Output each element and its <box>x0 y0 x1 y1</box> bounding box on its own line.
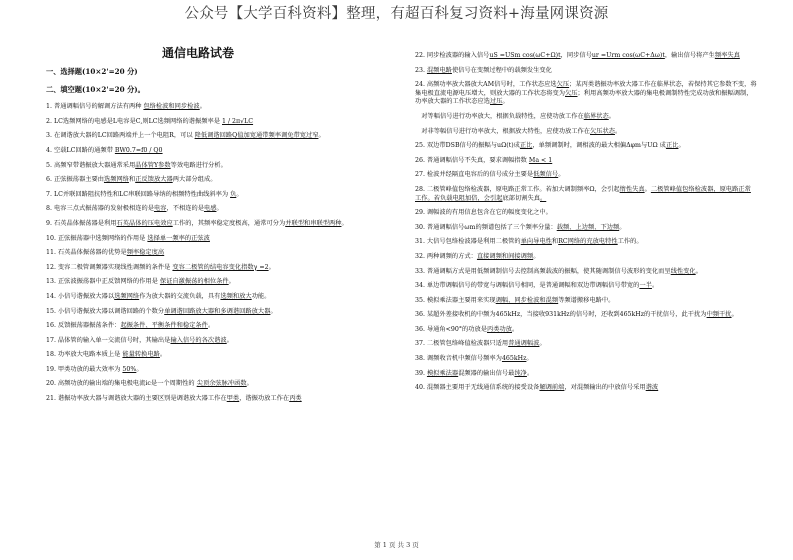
right-question-list <box>415 52 757 393</box>
question-text: 31. 大信号包络检波器是利用二极管的 <box>415 238 521 246</box>
question-text: 。 <box>651 282 659 290</box>
question-item <box>46 337 384 346</box>
question-item <box>415 209 757 218</box>
answer-text: 丙类功放 <box>487 325 512 333</box>
answer-text: 选择单一频率的正弦波 <box>147 234 210 242</box>
answer-text: 选频网络 <box>103 176 129 184</box>
question-text: 。 <box>678 142 685 150</box>
question-text: 4. 空载LC回路的通频带 <box>46 146 115 154</box>
question-text: 13. 正弦波振荡器中正反馈网络的作用是 <box>46 278 160 286</box>
question-item <box>415 113 757 122</box>
answer-text: 线性变化 <box>670 267 696 275</box>
question-item <box>46 235 384 244</box>
question-text: 对等幅信号进行功率放大，根据负载特性，应使功放工作在 <box>415 112 584 120</box>
answer-text: 起振条件、平衡条件和稳定条件 <box>120 322 208 330</box>
answer-text: 正比 <box>665 142 679 150</box>
question-text: 28. 二极管峰值包络检波器，原电路正常工作。若加大调制频率Ω，会引起 <box>415 185 620 193</box>
answer-text: 选频和放大 <box>220 292 252 300</box>
answer-text: 欠压状态 <box>590 127 615 135</box>
question-item <box>415 311 757 320</box>
question-text: 19. 甲类功放的最大效率为 <box>46 365 123 373</box>
answer-text: 混频电路 <box>426 66 452 74</box>
question-text: 。 <box>644 185 651 193</box>
question-item <box>46 162 384 171</box>
question-text: ；某丙类谐振功率放大器工作在临界状态，若保持其它参数不变，将集电极直流电源电压增大，则放大器的工作状态将变为 <box>415 81 757 97</box>
question-text: 12. 变容二极管调频器实现线性调频的条件是 <box>46 263 173 271</box>
question-text: 30. 普通调幅信号ωm的频谱包括了三个频率分量： <box>415 223 557 231</box>
answer-text: 丙类 <box>289 395 302 403</box>
question-item <box>46 118 384 127</box>
section-heading-choice: 一、选择题(10×2'=20 分) <box>46 67 138 76</box>
answer-text: uS =USm cos(ωC+Ω)t <box>489 52 561 59</box>
answer-text: 能量转换电路 <box>122 351 160 359</box>
question-text: 。 <box>341 219 348 227</box>
question-text: ，不相连的是 <box>166 205 204 213</box>
question-text: 15. 小信号谐振放大器以调谐回路的个数分 <box>46 307 165 315</box>
question-item <box>46 103 384 112</box>
question-text: 。 <box>199 103 206 111</box>
question-text: 。 <box>539 340 546 348</box>
question-text: 。 <box>619 223 626 231</box>
question-item <box>46 380 384 389</box>
answer-text: 输入信号的各次谐波 <box>170 336 227 344</box>
answer-text: 欠压 <box>556 81 570 89</box>
question-item <box>46 366 384 375</box>
answer-text: 载频、上边频、下边频 <box>556 223 620 231</box>
question-text: 对非等幅信号进行功率放大，根据放大特性，应使功放工作在 <box>415 127 590 135</box>
question-item <box>415 224 757 233</box>
question-text: ，输出信号将产生 <box>664 52 715 59</box>
answer-text: 一半 <box>639 282 652 290</box>
question-item <box>46 147 384 156</box>
question-item <box>46 191 384 200</box>
section-heading-fill: 二、填空题(10×2'=20 分)。 <box>46 84 145 94</box>
question-text: ，谐振功放工作在 <box>239 395 290 403</box>
answer-text: 二极管峰值包络检波器，原电路正常工作。若负载电阻加倍，会引起 <box>415 185 751 202</box>
question-text: 39. <box>415 369 427 377</box>
answer-text: 尖顶余弦脉冲函数 <box>196 380 247 388</box>
question-item <box>415 238 757 247</box>
question-text: 26. 普通调幅信号不失真，要求调幅指数 <box>415 156 529 164</box>
answer-text: 模拟乘法器 <box>426 369 459 377</box>
question-text: ，单频调制时，调相波的最大相偏Δφm与UΩ 成 <box>532 142 666 150</box>
answer-text: 频率稳定度高 <box>126 249 165 257</box>
answer-text: 解调前端 <box>539 384 565 392</box>
question-text: 和 <box>128 176 136 184</box>
question-item <box>415 253 757 262</box>
question-text: 。 <box>246 380 253 388</box>
question-text: 和 <box>551 238 559 246</box>
answer-text: 单向导电性 <box>520 238 552 246</box>
answer-text: 1 / 2π√LC <box>222 117 254 125</box>
question-item <box>415 355 757 364</box>
answer-text: 普通调幅波 <box>508 340 540 348</box>
question-text: 。 <box>228 278 235 286</box>
question-text: ，同步信号 <box>560 52 592 59</box>
left-column <box>46 66 384 410</box>
answer-text: 中频干扰 <box>706 311 732 319</box>
question-text: 。 <box>216 205 223 213</box>
question-text: 2. LC选频网络的电感是L电容是C,则LC选频网络的谐振频率是 <box>46 117 222 125</box>
question-text: ；利用高频功率放大器的集电极调制特性完成功放和振幅调制，功率放大器的工作状态应选 <box>415 89 753 106</box>
question-text: 36. 导通角<90°的功放是 <box>415 325 487 333</box>
question-item <box>415 157 757 166</box>
question-item <box>415 128 757 137</box>
question-text: 。 <box>270 307 277 315</box>
question-item <box>415 268 757 277</box>
answer-text: 直接调频和间接调频 <box>476 252 534 260</box>
question-text: 16. 反馈振荡器振荡条件： <box>46 322 121 330</box>
question-text: 22. 同步检波器的输入信号 <box>415 52 490 59</box>
question-item <box>46 176 384 185</box>
question-text: 37. 二极管包络峰值检波器只适用 <box>415 340 509 348</box>
question-text: 9. 石英晶体振荡器是利用 <box>46 219 117 227</box>
question-text: 工作的，其频率稳定度极高，通常可分为 <box>172 219 286 227</box>
question-text: 14. 小信号谐振放大器以 <box>46 292 115 300</box>
question-text: 。 <box>136 365 143 373</box>
question-text: 。 <box>558 171 565 179</box>
question-text: 27. 检波并经隔直电容后的信号成分主要是 <box>415 171 534 179</box>
question-item <box>415 67 757 76</box>
question-item <box>415 142 757 151</box>
answer-text: BW0.7=f0 / Q0 <box>114 146 163 154</box>
question-text: 18. 功率放大电路本质上是 <box>46 351 123 359</box>
question-text: 34. 单边带调幅信号的带宽与调幅信号相同，是普通调幅和双边带调幅信号带宽的 <box>415 282 640 290</box>
question-text: 20. 高频功放的输出端的集电极电流ic是一个周期性的 <box>46 380 197 388</box>
question-item <box>46 249 384 258</box>
answer-text: 惰性失真 <box>619 185 645 193</box>
question-text: 。 <box>615 127 622 135</box>
question-item <box>46 132 384 141</box>
answer-text: 过压 <box>490 98 503 106</box>
question-text: 。 <box>159 351 167 359</box>
answer-text: 选频网络 <box>114 292 140 300</box>
banner-watermark-text: 公众号【大学百科资料】整理，有超百科复习资料+海量网课资源 <box>184 6 609 22</box>
page-footer: 第 1 页 共 3 页 <box>374 541 419 549</box>
question-text: 11. 石英晶体振荡器的优势是 <box>46 249 127 257</box>
question-text: 使信号在变频过程中的载频发生变化 <box>451 66 552 74</box>
question-item <box>46 308 384 317</box>
answer-text: 465kHz <box>501 355 527 363</box>
question-item <box>46 322 384 331</box>
question-text: 工作的。 <box>617 238 643 246</box>
question-text: 32. 两种调频的方式： <box>415 252 477 260</box>
answer-text: 包络检波和同步检波 <box>143 103 200 111</box>
answer-text: Ma < 1 <box>528 156 553 164</box>
answer-text: 晶体管Y参数 <box>135 161 171 169</box>
answer-text: 纯净 <box>514 369 527 377</box>
question-item <box>46 278 384 287</box>
question-text: 1. 普通调幅信号的解调方法有两种 <box>46 103 144 111</box>
question-text: 功能。 <box>251 292 271 300</box>
answer-text: 石英晶体的压电效应 <box>116 219 173 227</box>
answer-text: RC网络的充放电特性 <box>558 238 618 246</box>
question-item <box>415 326 757 335</box>
question-text: 5. 高频窄带谐振放大器通常采用 <box>46 161 136 169</box>
answer-text: 负 <box>230 190 237 198</box>
answer-text: 正反馈放大器 <box>135 176 173 184</box>
question-item <box>415 171 757 180</box>
right-column <box>415 52 757 399</box>
question-item <box>46 205 384 214</box>
question-text: 。 <box>207 322 215 330</box>
answer-text: 调幅、同步检波和混频 <box>495 296 559 304</box>
question-item <box>415 81 757 107</box>
answer-text: 并联型和串联型两种 <box>285 219 342 227</box>
answer-text: 正比 <box>519 142 533 150</box>
answer-text: 谐波 <box>645 384 659 392</box>
question-text: 35. 模拟乘法器主要用来实现 <box>415 296 496 304</box>
question-text: 21. 谐振功率放大器与调谐放大器的主要区别是调谐放大器工作在 <box>46 395 227 403</box>
question-text: 29. 调幅波的有用信息包含在它的幅度变化之中。 <box>415 209 552 217</box>
question-text: 等频谱搬移电路中。 <box>558 296 615 304</box>
question-text: 40. 混频器主要用于无线通信系统的接受设备 <box>415 384 540 392</box>
question-text: 混频器的输出信号最 <box>458 369 515 377</box>
question-text: 。 <box>268 263 275 271</box>
question-item <box>415 52 757 61</box>
answer-text: ur =Urm cos(ωC+Δω)t <box>591 52 665 59</box>
question-text: 。 <box>695 267 702 275</box>
question-text: 10. 正弦振荡器中选频网络的作用是 <box>46 234 148 242</box>
question-item <box>415 340 757 349</box>
question-text: 。 <box>731 311 738 319</box>
answer-text: 甲类 <box>226 395 240 403</box>
answer-text: 50% <box>122 365 137 373</box>
answer-text: 。 <box>540 194 547 202</box>
question-text: 36. 某超外差接收机的中频为465kHz，当接收931kHz的信号时，还收到465kHz的干扰信号，此干扰为 <box>415 311 707 319</box>
answer-text: 频率失真 <box>714 52 740 59</box>
question-text: 。 <box>236 190 243 198</box>
question-item <box>415 186 757 203</box>
question-text: 。 <box>502 98 509 106</box>
question-item <box>46 351 384 360</box>
question-item <box>46 264 384 273</box>
question-text: 。 <box>608 112 615 120</box>
question-text: 作为放大器的交流负载，具有 <box>139 292 221 300</box>
question-text: 。 <box>512 325 519 333</box>
answer-text: 单调谐回路放大器和多调谐回路放大器 <box>164 307 271 315</box>
answer-text: 电容 <box>153 205 167 213</box>
question-text: 7. LC并联回路阻抗特性和LC串联回路导纳的相频特性曲线斜率为 <box>46 190 231 198</box>
question-item <box>415 297 757 306</box>
answer-text: 保证自激振荡的相位条件 <box>159 278 229 286</box>
question-text: 17. 晶体管的输入单一交流信号时，其输出是 <box>46 336 171 344</box>
question-text: 。 <box>526 369 534 377</box>
question-text: 33. 普通调幅方式是用低频调制信号去控制高频载波的振幅，使其随调制信号波形的变化而呈 <box>415 267 671 275</box>
question-item <box>46 220 384 229</box>
answer-text: 欠压 <box>565 89 578 97</box>
question-item <box>415 384 757 393</box>
question-text: 等效电路进行分析。 <box>170 161 227 169</box>
question-item <box>46 395 384 404</box>
page-title: 通信电路试卷 <box>161 46 234 60</box>
answer-text: 降低调谐回路Q值加宽通带频率调免带宽过窄 <box>194 132 319 140</box>
answer-text: 临界状态 <box>583 112 609 120</box>
question-item <box>415 370 757 379</box>
question-text: 25. 双边带DSB信号的振幅与uΩ(t)成 <box>415 142 520 150</box>
question-item <box>46 293 384 302</box>
question-text: 23. <box>415 66 427 74</box>
answer-text: 电感 <box>203 205 217 213</box>
answer-text: 变容二极管的结电容变化指数γ =2 <box>172 263 269 271</box>
question-text: ，对混频输出的中放信号采用 <box>564 384 646 392</box>
question-text: 8. 电容三点式振荡器的发射极相连的是 <box>46 205 154 213</box>
left-question-list <box>46 103 384 403</box>
answer-text: 低频信号 <box>533 171 559 179</box>
question-text: 24. 高频功率放大器放大AM信号时，工作状态应选 <box>415 81 557 89</box>
question-text: 两大部分组成。 <box>172 176 217 184</box>
question-text: 38. 调频收音机中频信号频率为 <box>415 355 502 363</box>
question-text: 3. 在调谐放大器的LC回路两端并上一个电阻R，可以 <box>46 132 195 140</box>
question-text: 6. 正弦振荡器主要由 <box>46 176 104 184</box>
question-text: 底部切割失真 <box>502 194 540 202</box>
question-text: 。 <box>318 132 325 140</box>
question-text: 。 <box>533 252 540 260</box>
question-item <box>415 282 757 291</box>
question-text: 。 <box>226 336 233 344</box>
question-text: 。 <box>526 355 533 363</box>
